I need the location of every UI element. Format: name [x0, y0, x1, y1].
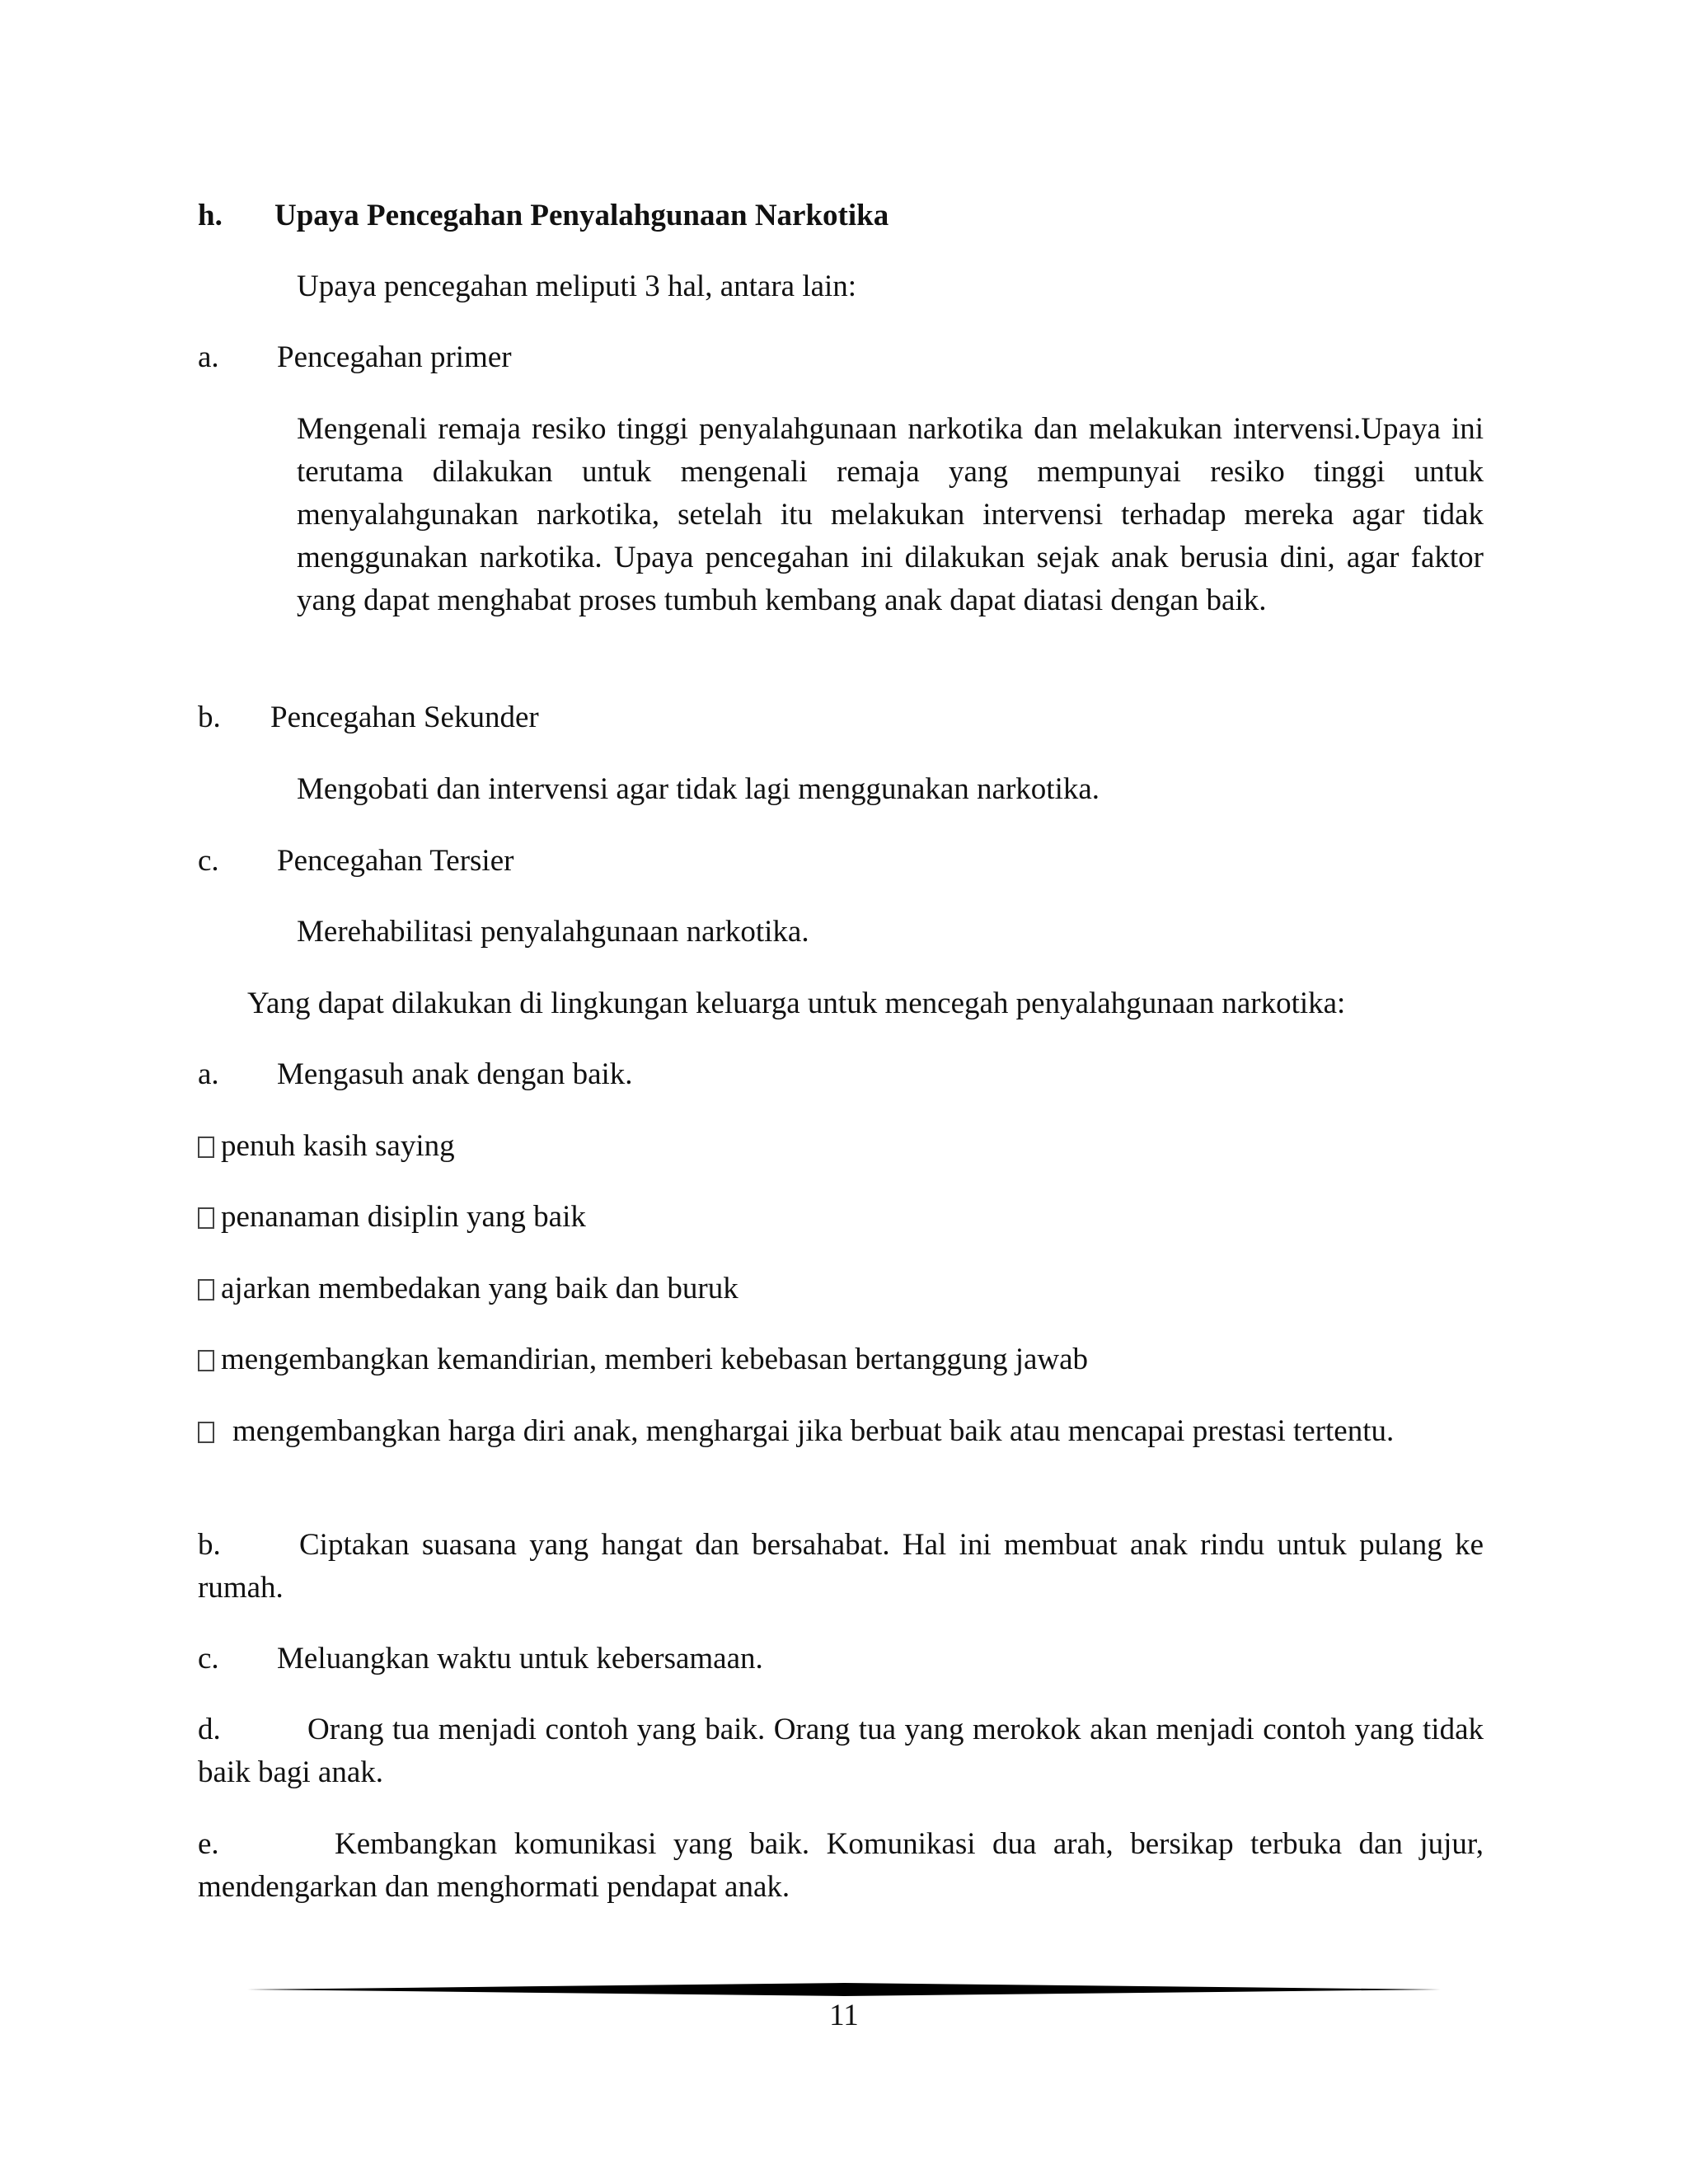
bullet-item: mengembangkan harga diri anak, menghargai jika berbuat baik atau mencapai prestasi tertentu.: [198, 1410, 1484, 1453]
list-marker: b.: [198, 701, 221, 734]
family-intro: Yang dapat dilakukan di lingkungan keluarga untuk mencegah penyalahgunaan narkotika:: [247, 987, 1346, 1020]
prevention-body: Mengenali remaja resiko tinggi penyalahgunaan narkotika dan melakukan intervensi.Upaya ini terutama dilakukan untuk mengenali remaja yang mempunyai resiko tinggi untuk menyalahgunakan narkotika, setelah itu melakukan intervensi terhadap mereka agar tidak menggunakan narkotika. Upaya pencegahan ini dilakukan sejak anak berusia dini, agar faktor yang dapat menghabat proses tumbuh kembang anak dapat diatasi dengan baik.: [297, 412, 1484, 617]
list-marker: a.: [198, 1057, 219, 1091]
bullet-item: penanaman disiplin yang baik: [198, 1196, 586, 1239]
section-title: Upaya Pencegahan Penyalahgunaan Narkotika: [274, 199, 889, 232]
bullet-item: mengembangkan kemandirian, memberi kebebasan bertanggung jawab: [198, 1338, 1088, 1381]
family-item: d. Orang tua menjadi contoh yang baik. Orang tua yang merokok akan menjadi contoh yang tidak baik bagi anak.: [198, 1713, 1484, 1789]
checkbox-icon: [198, 1350, 214, 1371]
bullet-item: ajarkan membedakan yang baik dan buruk: [198, 1268, 738, 1310]
intro-text: Upaya pencegahan meliputi 3 hal, antara lain:: [297, 269, 857, 303]
family-item-text: Meluangkan waktu untuk kebersamaan.: [277, 1642, 763, 1675]
page-number: 11: [829, 1999, 859, 2032]
bullet-item: penuh kasih saying: [198, 1125, 455, 1168]
list-marker: c.: [198, 844, 219, 878]
family-item: e. Kembangkan komunikasi yang baik. Komunikasi dua arah, bersikap terbuka dan jujur, mendengarkan dan menghormati pendapat anak.: [198, 1827, 1484, 1904]
prevention-body: Mengobati dan intervensi agar tidak lagi menggunakan narkotika.: [297, 772, 1100, 806]
list-marker: c.: [198, 1642, 219, 1675]
family-item-text: Mengasuh anak dengan baik.: [277, 1057, 633, 1091]
list-marker: a.: [198, 340, 219, 374]
checkbox-icon: [198, 1137, 214, 1158]
prevention-title: Pencegahan primer: [277, 340, 512, 374]
prevention-body: Merehabilitasi penyalahgunaan narkotika.: [297, 915, 809, 949]
prevention-title: Pencegahan Tersier: [277, 844, 514, 878]
checkbox-icon: [198, 1207, 214, 1229]
section-marker: h.: [198, 199, 223, 232]
checkbox-icon: [198, 1422, 214, 1443]
prevention-title: Pencegahan Sekunder: [270, 701, 539, 734]
family-item: b. Ciptakan suasana yang hangat dan bersahabat. Hal ini membuat anak rindu untuk pulang ke rumah.: [198, 1528, 1484, 1605]
checkbox-icon: [198, 1279, 214, 1301]
